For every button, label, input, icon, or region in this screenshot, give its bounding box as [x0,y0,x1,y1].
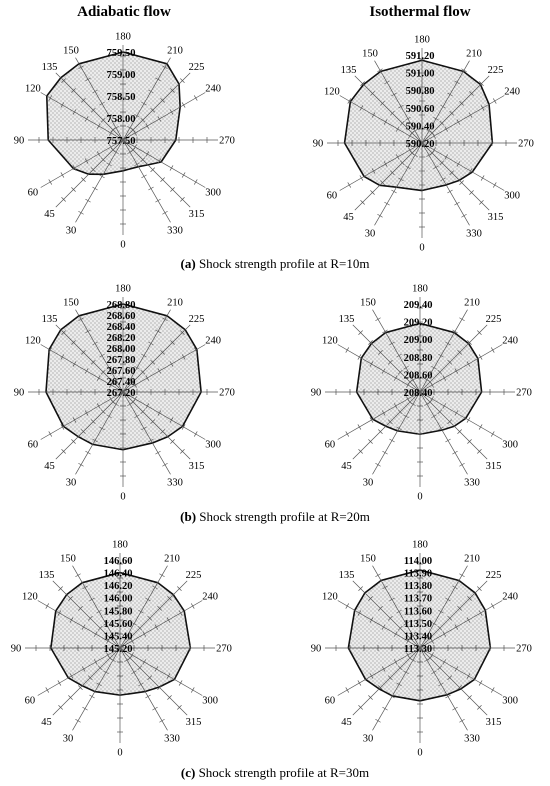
radial-tick-label: 268.80 [106,300,136,311]
angle-label-90: 90 [10,643,22,655]
angle-label-150: 150 [63,45,79,57]
angle-label-210: 210 [466,48,482,60]
radar-tick [491,347,494,352]
angle-label-225: 225 [185,569,202,581]
angle-label-120: 120 [322,335,338,347]
angle-label-0: 0 [117,747,123,759]
radar-tick [389,439,394,442]
radar-tick [182,102,185,107]
caption-a-tag: (a) [180,256,196,271]
angle-label-315: 315 [185,717,202,729]
radar-tick [454,202,459,205]
radar-tick [459,574,464,577]
radar-tick [179,680,182,685]
radial-tick-label: 113.90 [403,568,433,580]
radar-tick [384,202,389,205]
radar-tick [459,318,464,321]
radar-chart-1 [14,32,235,251]
radial-tick-label: 209.20 [403,317,433,329]
angle-label-45: 45 [44,461,55,473]
angle-label-180: 180 [115,31,131,43]
radar-tick [58,680,61,685]
angle-label-0: 0 [419,242,425,254]
angle-label-45: 45 [341,461,352,473]
caption-b-tag: (b) [180,509,197,524]
radial-tick-label: 146.00 [103,593,133,605]
radial-tick-label: 209.00 [403,335,433,347]
radial-tick-label: 267.60 [106,366,136,377]
radar-tick [375,719,380,722]
radial-tick-label: 758.50 [106,92,136,103]
angle-label-240: 240 [205,83,221,95]
radar-tick [382,707,387,710]
radar-tick [78,211,83,214]
angle-label-210: 210 [164,553,180,565]
radar-tick [461,214,466,217]
radar-tick [194,431,197,436]
radar-tick [375,574,380,577]
radar-tick [75,719,80,722]
radar-tick [447,190,452,193]
radar-tick [467,417,470,422]
radial-tick-label: 208.60 [403,370,433,382]
radial-tick-label: 590.40 [405,121,435,133]
angle-label-0: 0 [120,491,126,503]
angle-label-90: 90 [13,135,25,147]
radial-tick-label: 209.40 [403,300,433,311]
radar-tick [377,214,382,217]
radar-tick [479,424,482,429]
left-column-title: Adiabatic flow [77,4,171,20]
radar-tick [375,318,380,321]
angle-label-300: 300 [205,439,221,451]
radar-tick [493,98,496,103]
angle-label-45: 45 [44,209,55,221]
radar-tick [159,574,164,577]
radar-tick [61,172,64,177]
radial-tick-label: 145.20 [103,644,133,655]
angle-label-240: 240 [502,335,518,347]
angle-label-45: 45 [343,212,354,224]
angle-label-30: 30 [65,477,77,489]
radial-tick-label: 759.00 [106,70,136,81]
radial-tick-label: 591.20 [405,51,435,62]
angle-label-120: 120 [22,591,38,603]
caption-b [0,509,550,525]
radial-tick-label: 268.60 [106,311,136,322]
radial-tick-label: 113.50 [403,618,433,630]
radar-tick [159,719,164,722]
angle-label-270: 270 [518,138,534,150]
angle-label-270: 270 [219,387,235,399]
angle-label-150: 150 [63,297,79,309]
radial-tick-label: 146.40 [103,568,133,580]
radial-tick-label: 267.40 [106,377,136,388]
radial-tick-label: 208.80 [403,352,433,364]
angle-label-210: 210 [167,45,183,57]
radial-tick-label: 208.40 [403,388,433,399]
angle-label-60: 60 [24,695,36,707]
radar-tick [152,707,157,710]
radar-tick [162,463,167,466]
angle-label-315: 315 [188,209,205,221]
angle-label-0: 0 [120,239,126,251]
right-column-title: Isothermal flow [369,4,471,20]
angle-label-315: 315 [485,461,502,473]
radar-chart-6 [311,540,532,759]
radial-tick-label: 145.60 [103,618,133,630]
radar-tick [85,451,90,454]
angle-label-120: 120 [324,86,340,98]
radial-tick-label: 145.80 [103,606,133,618]
radar-tick [459,719,464,722]
radar-chart-2 [313,35,534,254]
radar-tick [89,695,94,698]
radar-tick [491,687,494,692]
caption-c [0,765,550,781]
angle-label-240: 240 [205,335,221,347]
radial-tick-label: 113.40 [403,631,433,643]
caption-b-text: Shock strength profile at R=20m [199,509,370,524]
angle-label-45: 45 [341,717,352,729]
angle-label-225: 225 [188,313,205,325]
angle-label-135: 135 [338,313,355,325]
angle-label-300: 300 [202,695,218,707]
angle-label-120: 120 [25,83,41,95]
angle-label-300: 300 [205,187,221,199]
angle-label-225: 225 [485,313,502,325]
radar-tick [49,179,52,184]
radar-tick [170,165,173,170]
radial-tick-label: 113.60 [403,606,433,618]
radial-tick-label: 590.20 [405,139,435,150]
radar-tick [99,175,104,178]
angle-label-30: 30 [364,228,376,240]
radial-tick-label: 113.70 [403,593,433,605]
caption-a-text: Shock strength profile at R=10m [198,256,370,271]
radar-tick [182,172,185,177]
radar-chart-4 [311,284,532,503]
radar-tick [145,695,150,698]
caption-c-tag: (c) [180,765,196,780]
radar-tick [92,187,97,190]
radial-tick-label: 757.50 [106,136,136,147]
radar-tick [49,431,52,436]
angle-label-210: 210 [167,297,183,309]
angle-label-60: 60 [27,187,39,199]
radar-tick [191,687,194,692]
caption-c-text: Shock strength profile at R=30m [198,765,370,780]
radar-tick [481,175,484,180]
radar-tick [346,687,349,692]
radial-tick-label: 268.40 [106,322,136,333]
radial-tick-label: 267.80 [106,355,136,366]
angle-label-135: 135 [41,313,58,325]
angle-label-225: 225 [188,61,205,73]
angle-label-30: 30 [62,733,74,745]
radar-tick [141,175,146,178]
radial-tick-label: 146.60 [103,556,133,567]
angle-label-135: 135 [41,61,58,73]
angle-label-225: 225 [487,64,504,76]
radar-tick [382,451,387,454]
angle-label-90: 90 [13,387,25,399]
angle-label-45: 45 [41,717,52,729]
angle-label-210: 210 [464,297,480,309]
radar-tick [348,182,351,187]
angle-label-90: 90 [312,138,324,150]
angle-label-315: 315 [487,212,504,224]
angle-label-135: 135 [38,569,55,581]
radar-tick [346,431,349,436]
radar-chart-5 [11,540,232,759]
radar-tick [491,431,494,436]
radial-tick-label: 590.80 [405,86,435,98]
angle-label-30: 30 [65,225,77,237]
angle-label-270: 270 [216,643,232,655]
radar-tick [479,680,482,685]
radar-tick [358,424,361,429]
angle-label-180: 180 [115,283,131,295]
radial-tick-label: 268.20 [106,333,136,344]
radial-tick-label: 145.40 [103,631,133,643]
angle-label-150: 150 [360,297,376,309]
angle-label-150: 150 [360,553,376,565]
radar-tick [479,354,482,359]
angle-label-330: 330 [466,228,482,240]
angle-label-150: 150 [362,48,378,60]
angle-label-135: 135 [338,569,355,581]
angle-label-0: 0 [417,747,423,759]
angle-label-330: 330 [167,477,183,489]
angle-label-60: 60 [324,439,336,451]
radial-tick-label: 113.80 [403,581,433,593]
radial-tick-label: 113.30 [403,644,433,655]
radar-tick [452,707,457,710]
radar-tick [155,451,160,454]
radar-tick [194,95,197,100]
angle-label-0: 0 [417,491,423,503]
angle-label-240: 240 [202,591,218,603]
radar-tick [346,347,349,352]
angle-label-270: 270 [516,387,532,399]
radial-tick-label: 267.20 [106,388,136,399]
angle-label-315: 315 [188,461,205,473]
angle-label-180: 180 [414,34,430,46]
angle-label-90: 90 [310,643,322,655]
angle-label-180: 180 [112,539,128,551]
caption-a [0,256,550,272]
radar-tick [452,451,457,454]
radar-tick [194,179,197,184]
angle-label-270: 270 [516,643,532,655]
radial-tick-label: 146.20 [103,581,133,593]
angle-label-180: 180 [412,539,428,551]
angle-label-60: 60 [27,439,39,451]
radial-tick-label: 759.50 [106,48,136,59]
radar-tick [85,199,90,202]
radar-tick [459,463,464,466]
radial-tick-label: 268.00 [106,344,136,355]
angle-label-300: 300 [502,439,518,451]
radar-tick [391,190,396,193]
angle-label-300: 300 [502,695,518,707]
angle-label-210: 210 [464,553,480,565]
radar-tick [162,211,167,214]
angle-label-180: 180 [412,283,428,295]
angle-label-240: 240 [504,86,520,98]
radar-tick [491,603,494,608]
angle-label-90: 90 [310,387,322,399]
radial-tick-label: 590.60 [405,103,435,115]
angle-label-330: 330 [164,733,180,745]
radar-tick [78,463,83,466]
angle-label-300: 300 [504,190,520,202]
radar-tick [148,187,153,190]
radar-chart-3 [14,284,235,503]
radar-tick [191,603,194,608]
angle-label-270: 270 [219,135,235,147]
angle-label-60: 60 [324,695,336,707]
angle-label-120: 120 [25,335,41,347]
angle-label-120: 120 [322,591,338,603]
angle-label-330: 330 [167,225,183,237]
radar-tick [375,463,380,466]
angle-label-60: 60 [326,190,338,202]
radar-tick [155,199,160,202]
angle-label-330: 330 [464,477,480,489]
radar-tick [346,603,349,608]
radar-tick [75,574,80,577]
radial-tick-label: 591.00 [405,68,435,80]
angle-label-315: 315 [485,717,502,729]
angle-label-135: 135 [340,64,357,76]
angle-label-150: 150 [60,553,76,565]
radial-tick-label: 114.00 [403,556,433,567]
radial-tick-label: 758.00 [106,114,136,125]
radar-tick [445,439,450,442]
radar-tick [493,182,496,187]
angle-label-225: 225 [485,569,502,581]
radar-tick [82,707,87,710]
radar-tick [46,603,49,608]
angle-label-30: 30 [362,477,374,489]
radar-tick [360,175,363,180]
angle-label-240: 240 [502,591,518,603]
radar-tick [46,687,49,692]
radar-tick [358,680,361,685]
angle-label-330: 330 [464,733,480,745]
angle-label-30: 30 [362,733,374,745]
